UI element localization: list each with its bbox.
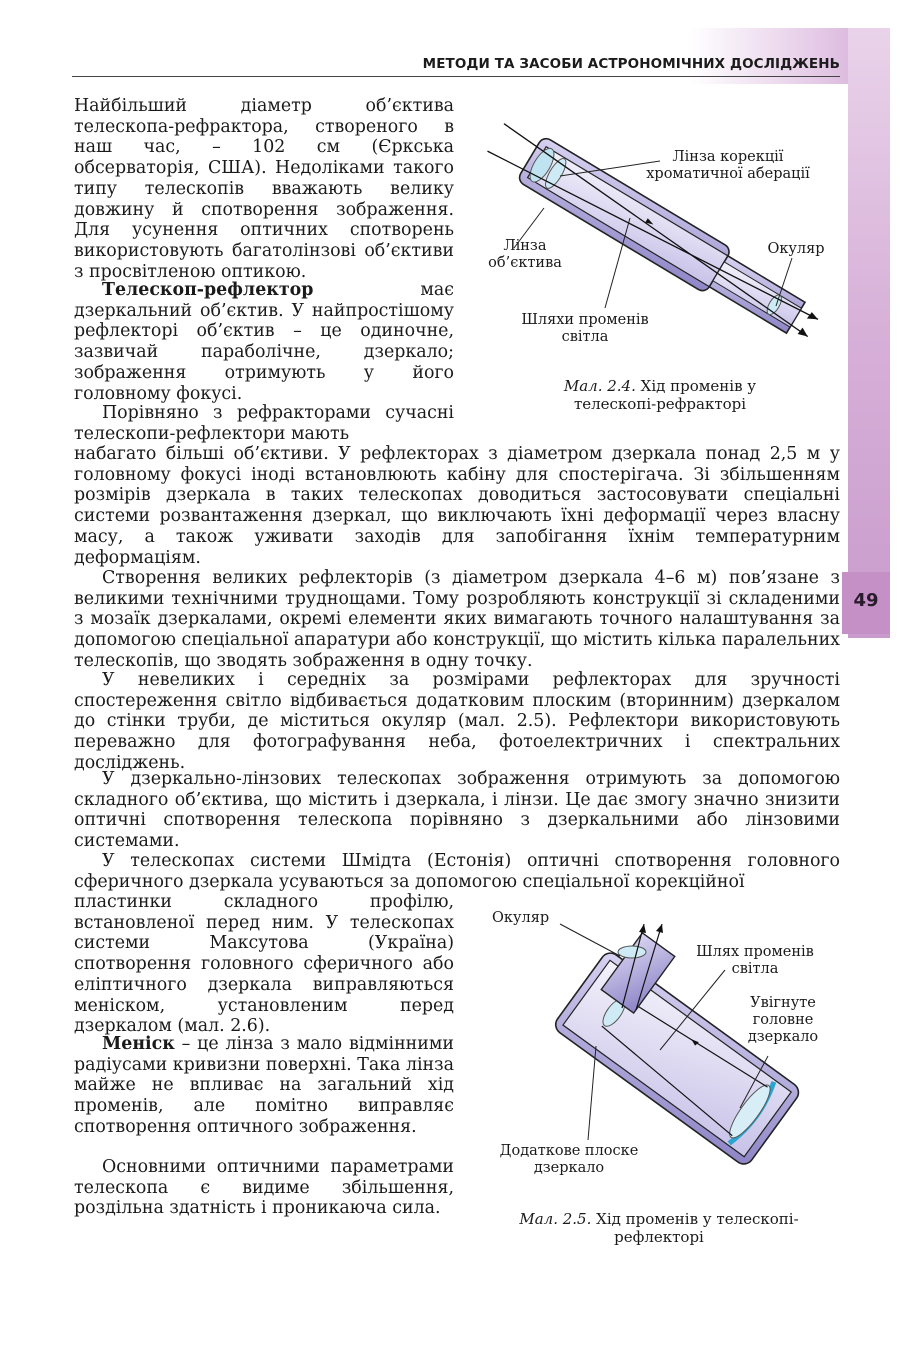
- label-correction-lens: Лінза корекції хроматичної аберації: [646, 149, 810, 182]
- side-decor-strip: [848, 28, 890, 638]
- paragraph-3a: Порівняно з рефракторами сучасні телескопи-рефлектори мають: [74, 403, 454, 444]
- figure-2-5-caption-text: Хід променів у телескопі-рефлекторі: [596, 1210, 799, 1246]
- figure-2-5-number: Мал. 2.5.: [519, 1210, 592, 1228]
- page-number: 49: [853, 590, 879, 611]
- label-flat-mirror: Додаткове плоске дзеркало: [499, 1143, 639, 1176]
- paragraph-2-text: має дзеркальний об’єктив. У найпростішому рефлекторі об’єктив – це одиночне, зазвичай параболічне, дзеркало; зображення отримують у його головному фокусі.: [74, 280, 454, 404]
- paragraph-1: Найбільший діаметр об’єктива телескопа-рефрактора, створеного в наш час, – 102 см (Єркська обсерваторія, США). Недоліками такого типу телескопів вважають велику довжину й спотворення зображення. Для усунення оптичних спотворень використовують багатолінзові об’єктиви з просвітленою оптикою.: [74, 96, 454, 282]
- header-rule: [72, 76, 840, 77]
- paragraph-6: У дзеркально-лінзових телескопах зображення отримують за допомогою складного об’єктива, що містить і дзеркала, і лінзи. Це дає змогу значно знизити оптичні спотворення телескопа порівняно з дзеркальними або лінзовими системами.: [74, 769, 840, 852]
- figure-2-4-number: Мал. 2.4.: [563, 377, 636, 395]
- label-eyepiece-2: Окуляр: [492, 910, 550, 926]
- label-eyepiece-1: Окуляр: [767, 241, 825, 257]
- label-objective-lens: Лінза об’єктива: [488, 238, 562, 271]
- term-reflector: Телескоп-рефлектор: [102, 280, 314, 300]
- paragraph-7a: У телескопах системи Шмідта (Естонія) оптичні спотворення головного сферичного дзеркала усуваються за допомогою спеціальної корекційної: [74, 851, 840, 892]
- figure-2-4-caption-text: Хід променів у телескопі-рефракторі: [573, 377, 757, 413]
- paragraph-8: [74, 1034, 454, 1138]
- paragraph-9: Основними оптичними параметрами телескопа є видиме збільшення, роздільна здатність і проникаюча сила.: [74, 1157, 454, 1219]
- figure-2-5-caption: [486, 1210, 832, 1246]
- paragraph-4: Створення великих рефлекторів (з діаметром дзеркала 4–6 м) пов’язане з великими технічними труднощами. Тому розробляють конструкції зі складеними з мозаїк дзеркалами, окремі елементи яких вимагають точного налаштування за допомогою спеціальної апаратури або конструкції, що містить кілька паралельних телескопів, що зводять зображення в одну точку.: [74, 568, 840, 671]
- label-ray-path-2: Шлях променів світла: [696, 944, 814, 977]
- paragraph-3b: набагато більші об’єктиви. У рефлекторах з діаметром дзеркала понад 2,5 м у головному фокусі іноді встановлюють кабіну для спостерігача. Зі збільшенням розмірів дзеркала в таких телескопах доводиться застосовувати спеціальні системи розвантаження дзеркал, що виключають їхні деформації через власну масу, а також уживати заходів для запобігання їхнім температурним деформаціям.: [74, 444, 840, 568]
- paragraph-2: [74, 280, 454, 404]
- figure-2-4-caption: [540, 377, 780, 413]
- label-main-mirror: Увігнуте головне дзеркало: [747, 995, 819, 1045]
- label-ray-path-1: Шляхи променів світла: [521, 312, 649, 345]
- paragraph-5: У невеликих і середніх за розмірами рефлекторах для зручності спостереження світло відбивається додатковим плоским (вторинним) дзеркалом до стінки труби, де міститься окуляр (мал. 2.5). Рефлектори використовують переважно для фотографування неба, фотоелектричних і спектральних досліджень.: [74, 670, 840, 773]
- paragraph-7b: пластинки складного профілю, встановленої перед ним. У телескопах системи Максутова (Україна) спотворення головного сферичного або еліптичного дзеркала виправляються меніском, установленим перед дзеркалом (мал. 2.6).: [74, 892, 454, 1037]
- running-header: МЕТОДИ ТА ЗАСОБИ АСТРОНОМІЧНИХ ДОСЛІДЖЕНЬ: [422, 56, 840, 72]
- paragraph-8-text: – це лінза з мало відмінними радіусами кривизни поверхні. Така лінза майже не впливає на загальний хід променів, але помітно виправляє спотворення оптичного зображення.: [74, 1034, 455, 1137]
- term-meniscus: Меніск: [102, 1034, 175, 1054]
